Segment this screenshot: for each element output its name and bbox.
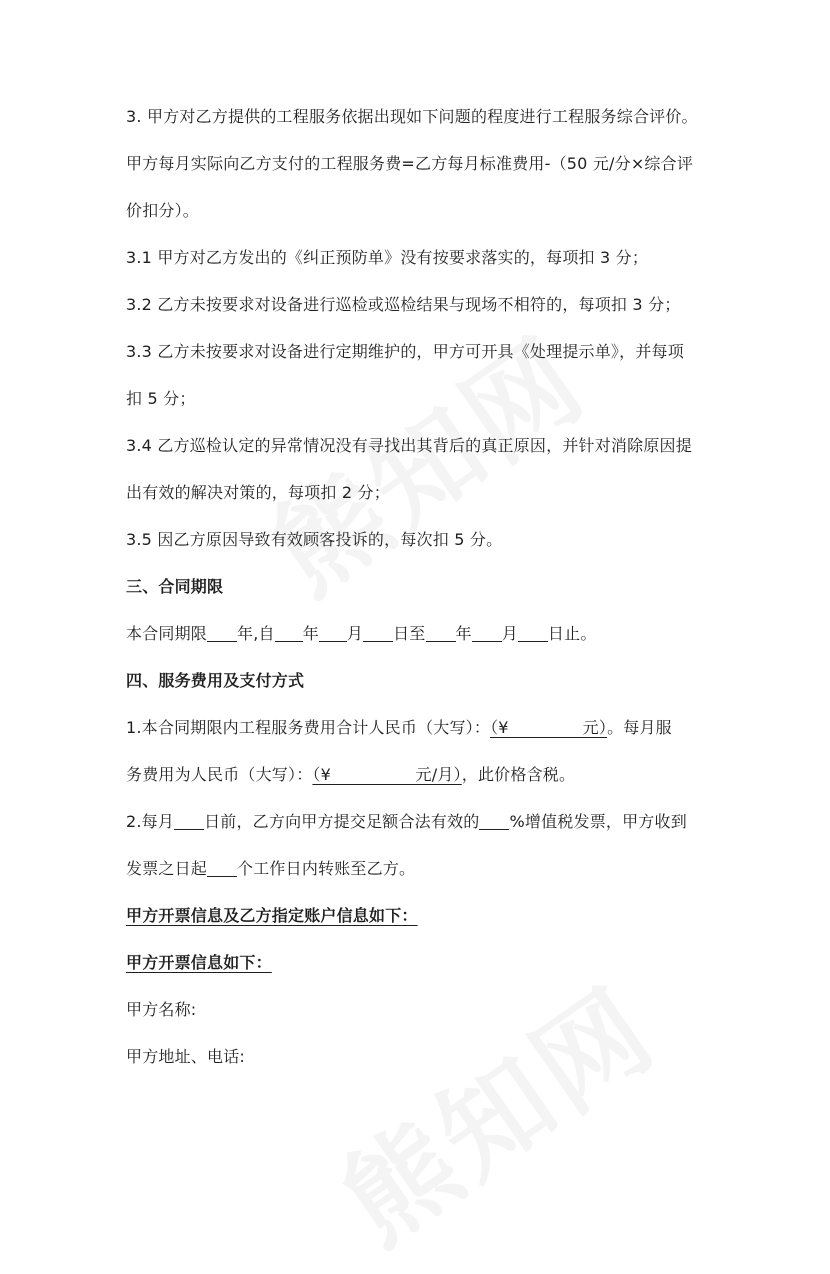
section-3-heading: 三、合同期限 [126,577,224,596]
payment-line-2 [126,858,415,880]
party-a-billing-heading: 甲方开票信息如下： [126,953,272,972]
fee-total-suffix: 。每月服 [607,718,672,737]
end-year-label: 年 [455,624,472,643]
end-year-blank[interactable] [426,625,456,642]
pay-line2-suffix: 个工作日内转账至乙方。 [237,859,416,878]
payment-line-1 [126,811,687,833]
start-year-blank[interactable] [275,625,303,642]
term-prefix: 本合同期限 [126,624,208,643]
pay-day-blank[interactable] [174,813,204,830]
party-a-name-label: 甲方名称: [126,1000,197,1019]
party-a-address-label: 甲方地址、电话: [126,1047,245,1066]
start-day-label: 日至 [393,624,426,643]
paragraph-3-3-line-2: 扣 5 分； [126,389,196,408]
start-month-blank[interactable] [319,625,347,642]
start-month-label: 月 [346,624,364,643]
billing-heading: 甲方开票信息及乙方指定账户信息如下： [126,906,418,925]
term-years-blank[interactable] [207,625,237,642]
paragraph-3-3-line-1: 3.3 乙方未按要求对设备进行定期维护的，甲方可开具《处理提示单》，并每项 [126,342,684,361]
paragraph-3-4-line-1: 3.4 乙方巡检认定的异常情况没有寻找出其背后的真正原因，并针对消除原因提 [126,436,692,455]
fee-monthly-suffix: ，此价格含税。 [461,765,576,784]
vat-rate-blank[interactable] [479,813,509,830]
fee-monthly-prefix: 务费用为人民币（大写）： [126,765,313,784]
fee-monthly-field[interactable]: （¥ 元/月） [312,765,462,784]
working-days-blank[interactable] [207,860,237,877]
fee-line-2 [126,764,575,786]
end-month-label: 月 [501,624,518,643]
paragraph-3-1: 3.1 甲方对乙方发出的《纠正预防单》没有按要求落实的，每项扣 3 分； [126,248,649,267]
start-year-label: 年 [302,624,319,643]
fee-prefix: 1.本合同期限内工程服务费用合计人民币（大写）： [126,718,491,737]
section-4-heading: 四、服务费用及支付方式 [126,671,305,690]
end-day-label: 日止。 [547,624,597,643]
paragraph-3-2: 3.2 乙方未按要求对设备进行巡检或巡检结果与现场不相符的，每项扣 3 分； [126,295,681,314]
contract-term-line [126,623,597,645]
end-month-blank[interactable] [472,625,502,642]
fee-line-1 [126,717,672,739]
paragraph-3-4-line-2: 出有效的解决对策的，每项扣 2 分； [126,483,390,502]
paragraph-3-5: 3.5 因乙方原因导致有效顾客投诉的，每次扣 5 分。 [126,530,503,549]
pay-prefix: 2.每月 [126,812,175,831]
paragraph-3-line-3: 价扣分）。 [126,201,200,220]
watermark [306,944,682,1273]
start-day-blank[interactable] [363,625,393,642]
paragraph-3-line-1: 3. 甲方对乙方提供的工程服务依据出现如下问题的程度进行工程服务综合评价。 [126,107,698,126]
paragraph-3-line-2: 甲方每月实际向乙方支付的工程服务费=乙方每月标准费用-（50 元/分×综合评 [126,154,694,173]
pay-mid-2: %增值税发票，甲方收到 [509,812,687,831]
term-year-label: 年,自 [237,624,275,643]
fee-total-field[interactable]: （¥ 元） [490,718,608,737]
end-day-blank[interactable] [518,625,548,642]
pay-line2-prefix: 发票之日起 [126,859,208,878]
pay-mid-1: 日前，乙方向甲方提交足额合法有效的 [204,812,480,831]
